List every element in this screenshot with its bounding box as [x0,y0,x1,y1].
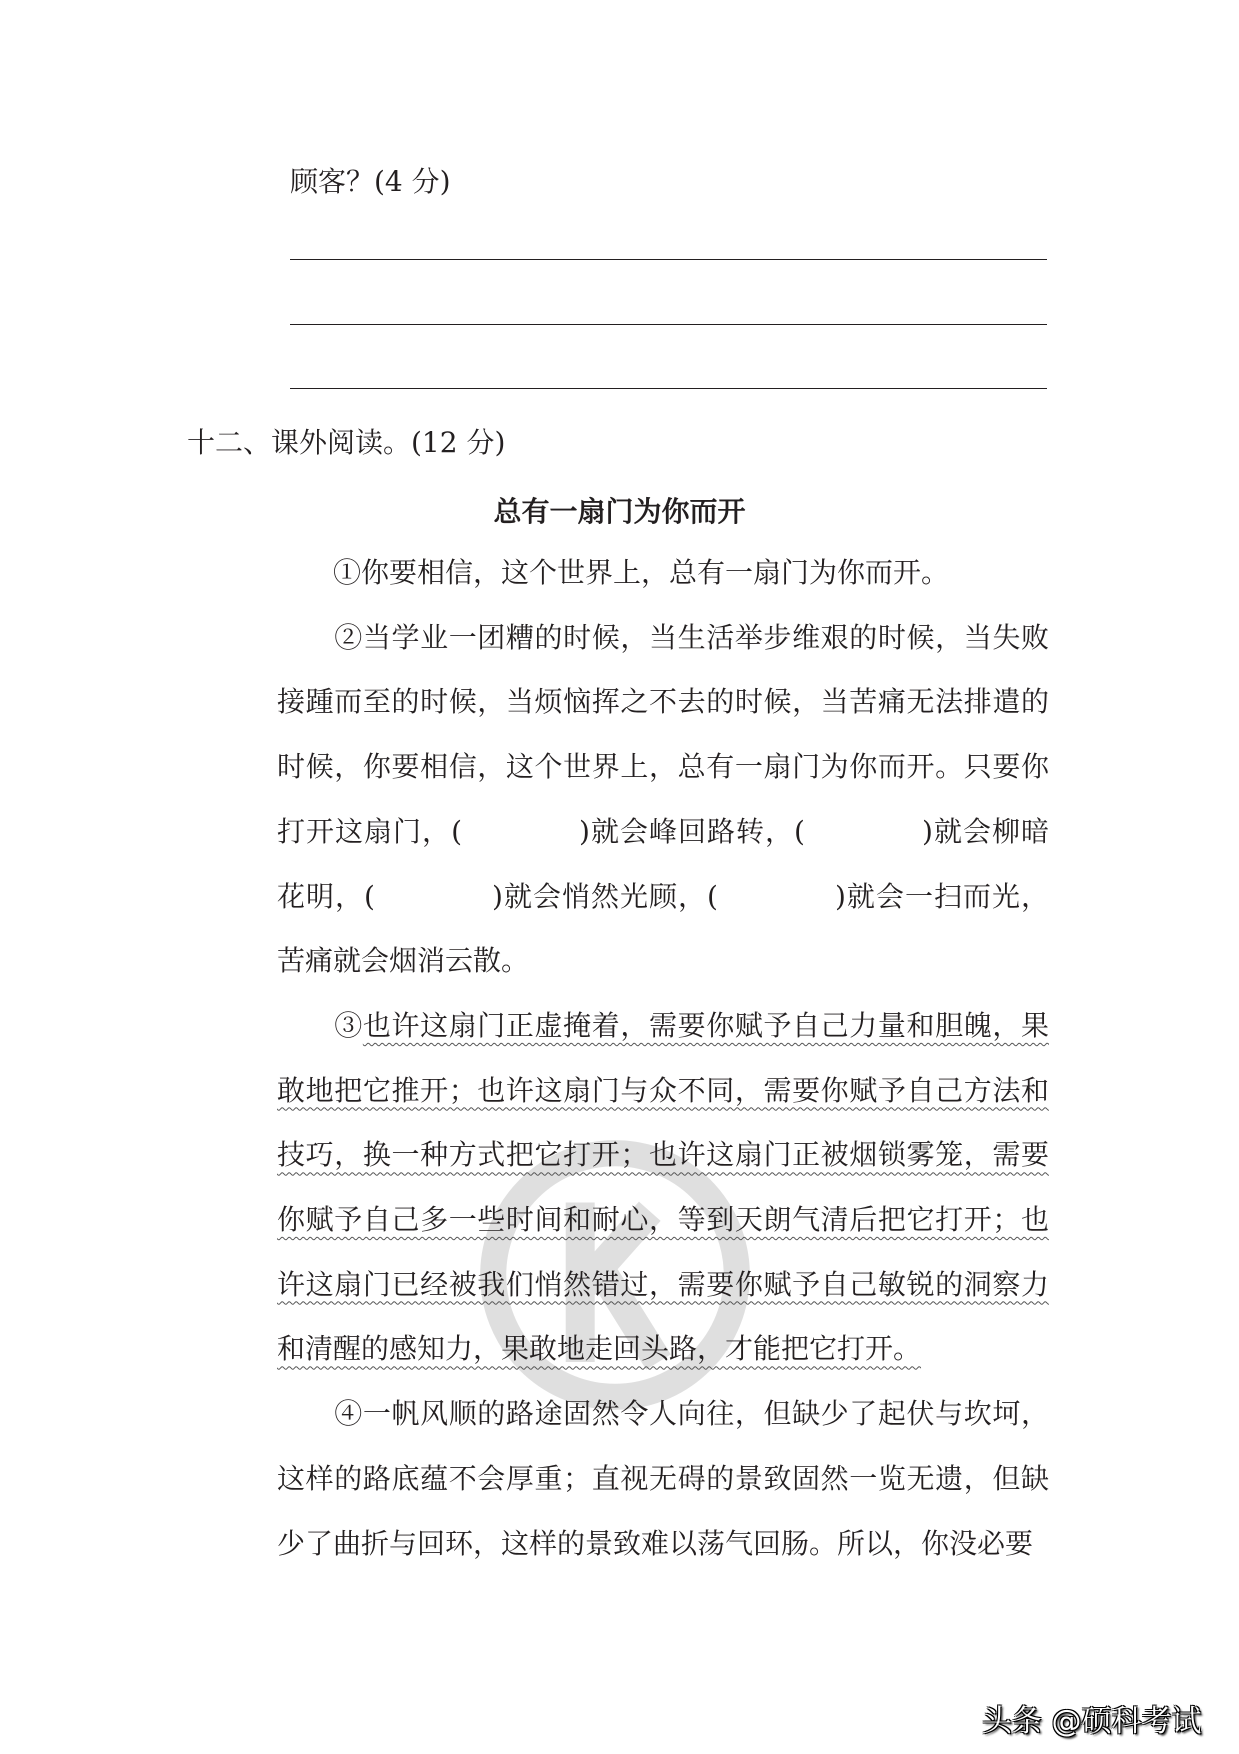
paragraph-marker: ③ [277,1008,363,1042]
paragraph-2-line: ②当学业一团糟的时候，当生活举步维艰的时候，当失败 [277,620,1049,654]
paragraph-4-line: ④一帆风顺的路途固然令人向往，但缺少了起伏与坎坷， [277,1397,1049,1431]
paragraph-2-line: 时候，你要相信，这个世界上，总有一扇门为你而开。只要你 [277,750,1049,784]
paragraph-2-line: 打开这扇门，( )就会峰回路转，( )就会柳暗 [277,814,1049,848]
underlined-text: 和清醒的感知力，果敢地走回头路，才能把它打开。 [277,1332,922,1366]
underlined-text: 许这扇门已经被我们悄然错过，需要你赋予自己敏锐的洞察力 [277,1267,1049,1301]
answer-line[interactable] [290,259,1047,260]
underlined-text: 也许这扇门正虚掩着，需要你赋予自己力量和胆魄，果 [362,1008,1049,1042]
paragraph-3-line [277,1267,1049,1303]
paragraph-2-line: 花明，( )就会悄然光顾，( )就会一扫而光， [277,879,1049,913]
question-tail: 顾客？(4 分) [290,165,451,198]
section-heading: 十二、课外阅读。(12 分) [187,426,506,459]
footer-credit: 头条 @硕科考试 [982,1704,1202,1739]
paragraph-3-line [277,1073,1049,1109]
answer-line[interactable] [290,324,1047,325]
paragraph-4-line: 少了曲折与回环，这样的景致难以荡气回肠。所以，你没必要 [277,1526,1034,1560]
underlined-text: 技巧，换一种方式把它打开；也许这扇门正被烟锁雾笼，需要 [277,1138,1049,1172]
paragraph-3-line [277,1202,1049,1238]
passage-title: 总有一扇门为你而开 [493,495,746,528]
answer-line[interactable] [290,388,1047,389]
paragraph-3-line [277,1008,1049,1044]
paragraph-2-line: 苦痛就会烟消云散。 [277,944,530,978]
paragraph-3-line [277,1331,1049,1367]
underlined-text: 敢地把它推开；也许这扇门与众不同，需要你赋予自己方法和 [277,1073,1049,1107]
paragraph-3-line [277,1137,1049,1173]
underlined-text: 你赋予自己多一些时间和耐心，等到天朗气清后把它打开；也 [277,1203,1049,1236]
paragraph-1-line: ①你要相信，这个世界上，总有一扇门为你而开。 [277,556,950,589]
paragraph-4-line: 这样的路底蕴不会厚重；直视无碍的景致固然一览无遗，但缺 [277,1461,1049,1495]
paragraph-2-line: 接踵而至的时候，当烦恼挥之不去的时候，当苦痛无法排遣的 [277,685,1049,719]
